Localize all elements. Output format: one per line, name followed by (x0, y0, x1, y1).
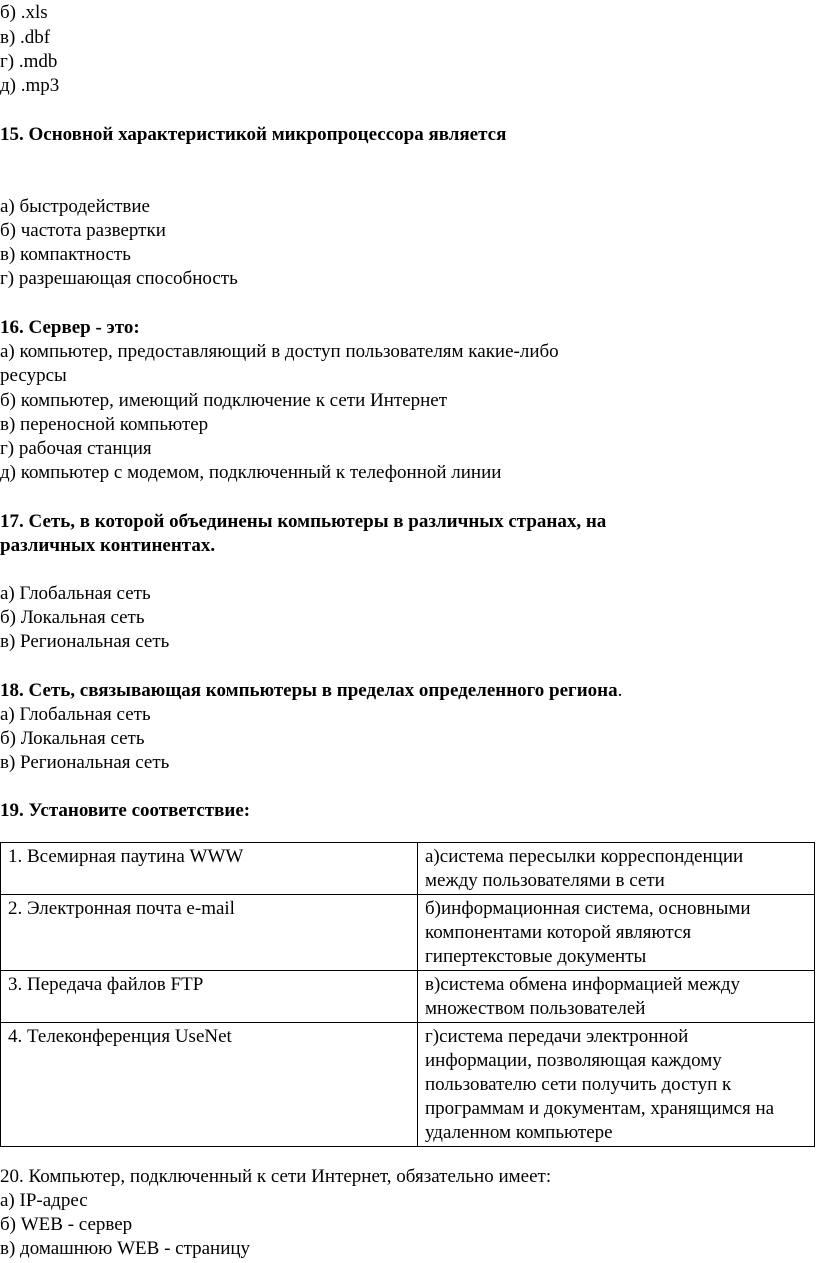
table-cell-left: 2. Электронная почта e-mail (1, 895, 418, 971)
q18-title-row (0, 679, 622, 703)
matching-table (0, 842, 815, 1147)
q20-option-a: а) IP-адрес (0, 1190, 88, 1211)
q15-title: 15. Основной характеристикой микропроцессора является (0, 124, 507, 145)
q14-option-g: г) .mdb (0, 51, 58, 72)
q15-option-b: б) частота развертки (0, 220, 166, 241)
q18-option-a: а) Глобальная сеть (0, 704, 151, 725)
table-cell-left: 3. Передача файлов FTP (1, 971, 418, 1023)
cell-line: в)система обмена информацией между (425, 974, 741, 995)
table-cell-left: 1. Всемирная паутина WWW (1, 843, 418, 895)
table-row (1, 843, 815, 895)
q15-option-v: в) компактность (0, 244, 131, 265)
cell-line: г)система передачи электронной (425, 1026, 689, 1047)
q16-title: 16. Сервер - это: (0, 317, 140, 338)
q17-title-line1: 17. Сеть, в которой объединены компьютеры в различных странах, на (0, 511, 607, 532)
q18-option-v: в) Региональная сеть (0, 752, 170, 773)
q16-option-b: б) компьютер, имеющий подключение к сети Интернет (0, 390, 448, 411)
q20-option-v: в) домашнюю WEB - страницу (0, 1238, 251, 1259)
q19-title: 19. Установите соответствие: (0, 800, 251, 821)
q17-option-b: б) Локальная сеть (0, 607, 145, 628)
table-row (1, 895, 815, 971)
q14-option-d: д) .mp3 (0, 75, 60, 96)
cell-line: а)система пересылки корреспонденции (425, 846, 744, 867)
q14-option-b: б) .xls (0, 2, 48, 23)
q18-title: 18. Сеть, связывающая компьютеры в пределах определенного региона (0, 680, 618, 701)
q20-option-b: б) WEB - сервер (0, 1214, 133, 1235)
cell-line: программам и документам, хранящимся на (425, 1098, 775, 1119)
q16-option-d: д) компьютер с модемом, подключенный к телефонной линии (0, 462, 502, 483)
table-row (1, 971, 815, 1023)
q15-option-g: г) разрешающая способность (0, 268, 238, 289)
q14-option-v: в) .dbf (0, 27, 51, 48)
cell-line: пользователю сети получить доступ к (425, 1074, 732, 1095)
table-cell-right (418, 895, 815, 971)
table-cell-right (418, 1023, 815, 1147)
q18-title-tail: . (617, 680, 623, 701)
cell-line: компонентами которой являются (425, 922, 692, 943)
table-row (1, 1023, 815, 1147)
cell-line: множеством пользователей (425, 998, 646, 1019)
q18-option-b: б) Локальная сеть (0, 728, 145, 749)
q16-option-a: а) компьютер, предоставляющий в доступ пользователям какие-либо (0, 341, 559, 362)
cell-line: гипертекстовые документы (425, 946, 647, 967)
cell-line: между пользователями в сети (425, 870, 665, 891)
q17-option-a: а) Глобальная сеть (0, 583, 151, 604)
q16-option-g: г) рабочая станция (0, 438, 152, 459)
cell-line: б)информационная система, основными (425, 898, 751, 919)
q16-option-a-cont: ресурсы (0, 365, 67, 386)
q15-option-a: а) быстродействие (0, 196, 150, 217)
q17-option-v: в) Региональная сеть (0, 631, 170, 652)
cell-line: удаленном компьютере (425, 1122, 613, 1143)
q20-title: 20. Компьютер, подключенный к сети Интернет, обязательно имеет: (0, 1166, 552, 1187)
table-cell-right (418, 971, 815, 1023)
table-cell-left: 4. Телеконференция UseNet (1, 1023, 418, 1147)
q17-title-line2: различных континентах. (0, 535, 216, 556)
cell-line: информации, позволяющая каждому (425, 1050, 722, 1071)
q16-option-v: в) переносной компьютер (0, 414, 209, 435)
table-cell-right (418, 843, 815, 895)
